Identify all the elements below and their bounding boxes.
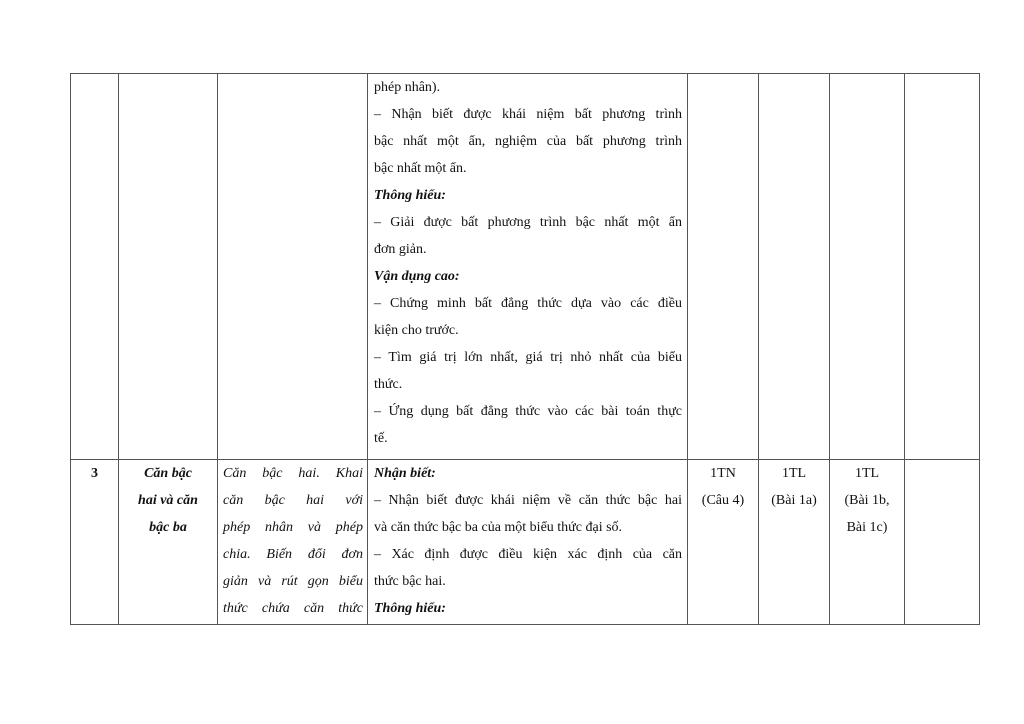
cell-advanced: [905, 460, 980, 625]
cell-apply: [830, 460, 905, 625]
requirement-line: – Xác định được điều kiện xác định của căn: [374, 547, 682, 562]
cell-unit: [218, 460, 368, 625]
cell-topic: [119, 460, 218, 625]
requirement-line: và căn thức bậc ba của một biểu thức đại số.: [374, 520, 623, 535]
level-heading: Nhận biết:: [374, 466, 436, 481]
requirement-line: thức bậc hai.: [374, 574, 446, 589]
requirement-line: thức.: [374, 377, 403, 392]
requirement-line: kiện cho trước.: [374, 323, 459, 338]
level-heading: Thông hiểu:: [374, 601, 446, 616]
requirement-line: – Giải được bất phương trình bậc nhất một ẩn: [374, 215, 682, 230]
count-understand: 1TL: [781, 466, 807, 481]
topic-line: bậc ba: [149, 520, 187, 535]
unit-line: giản và rút gọn biểu: [223, 574, 363, 589]
level-heading: Vận dụng cao:: [374, 269, 460, 284]
count-apply: 1TL: [854, 466, 880, 481]
table-row: [71, 460, 980, 625]
count-recognize: (Câu 4): [701, 493, 745, 508]
count-understand: (Bài 1a): [771, 493, 817, 508]
cell-no: [71, 460, 119, 625]
cell-advanced: [905, 74, 980, 460]
cell-recognize: [688, 74, 759, 460]
cell-requirements: [368, 460, 688, 625]
cell-recognize: [688, 460, 759, 625]
cell-understand: [759, 74, 830, 460]
unit-line: Căn bậc hai. Khai: [223, 466, 363, 481]
requirement-line: – Nhận biết được khái niệm bất phương trình: [374, 107, 682, 122]
matrix-table: [70, 73, 980, 625]
table-row: [71, 74, 980, 460]
requirement-line: đơn giản.: [374, 242, 427, 257]
requirement-line: – Tìm giá trị lớn nhất, giá trị nhỏ nhất của biểu: [374, 350, 682, 365]
cell-topic: [119, 74, 218, 460]
cell-understand: [759, 460, 830, 625]
cell-requirements: [368, 74, 688, 460]
level-heading: Thông hiểu:: [374, 188, 446, 203]
cell-unit: [218, 74, 368, 460]
requirement-line: – Chứng minh bất đẳng thức dựa vào các điều: [374, 296, 682, 311]
row-number: 3: [91, 466, 98, 481]
count-recognize: 1TN: [710, 466, 736, 481]
unit-line: căn bậc hai với: [223, 493, 363, 508]
topic-line: Căn bậc: [144, 466, 192, 481]
unit-line: thức chứa căn thức: [223, 601, 363, 616]
requirement-line: bậc nhất một ẩn.: [374, 161, 467, 176]
cell-no: [71, 74, 119, 460]
topic-line: hai và căn: [138, 493, 198, 508]
count-apply: Bài 1c): [846, 520, 888, 535]
requirement-line: tế.: [374, 431, 388, 446]
requirement-line: – Ứng dụng bất đẳng thức vào các bài toán thực: [374, 404, 682, 419]
cell-apply: [830, 74, 905, 460]
requirement-line: – Nhận biết được khái niệm về căn thức bậc hai: [374, 493, 682, 508]
unit-line: phép nhân và phép: [223, 520, 363, 535]
requirement-line: bậc nhất một ẩn, nghiệm của bất phương trình: [374, 134, 682, 149]
requirement-line: phép nhân).: [374, 80, 441, 95]
count-apply: (Bài 1b,: [844, 493, 890, 508]
unit-line: chia. Biến đổi đơn: [223, 547, 363, 562]
